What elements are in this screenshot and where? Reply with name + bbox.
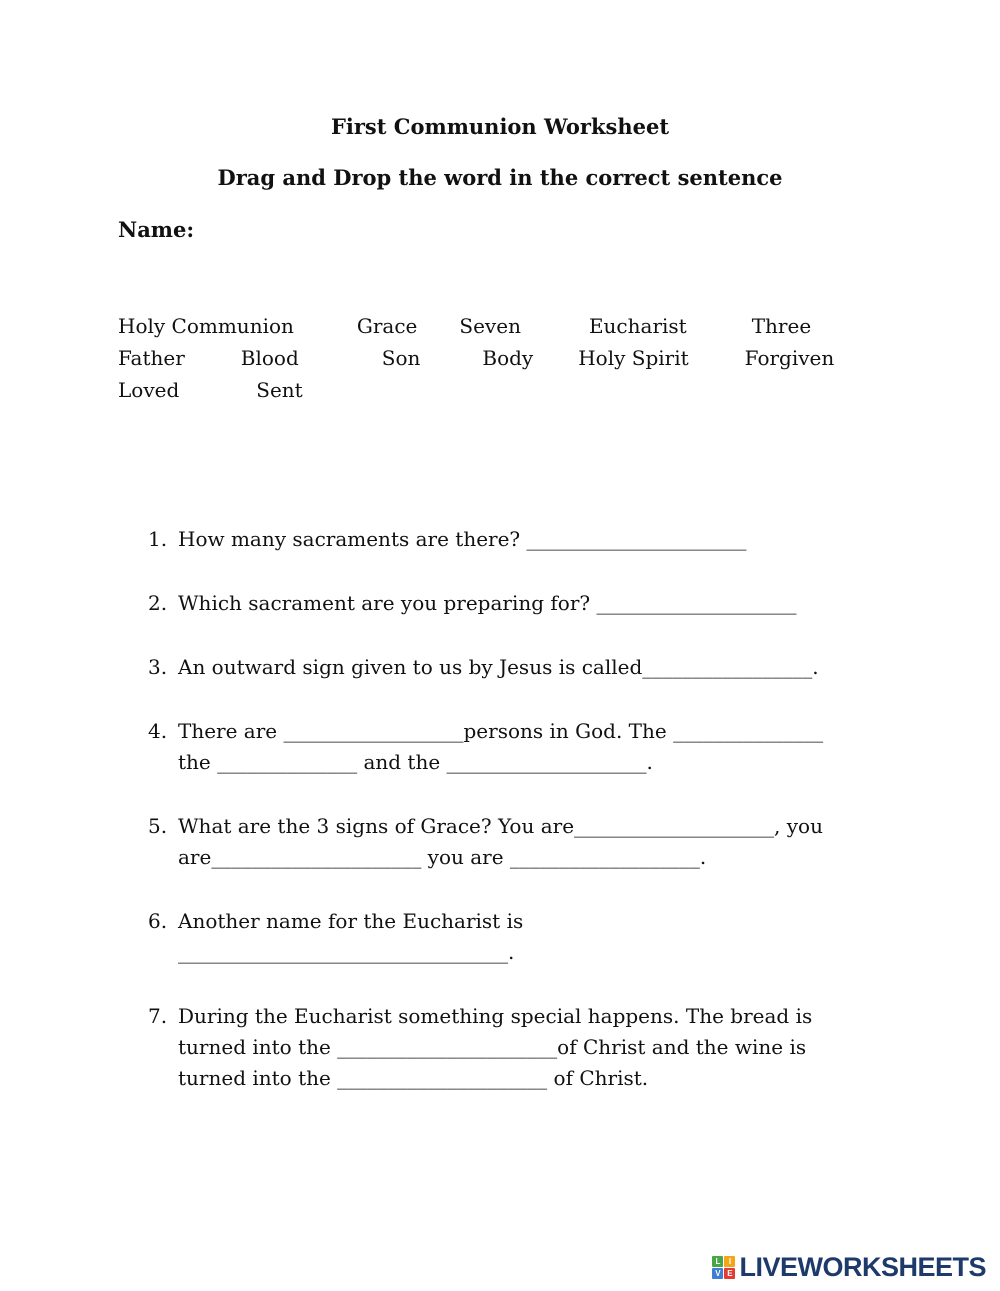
word-chip-sent[interactable]: Sent <box>256 378 303 402</box>
question-2 <box>148 588 878 619</box>
word-chip-father[interactable]: Father <box>118 346 185 370</box>
word-bank-row-3 <box>118 374 863 406</box>
word-chip-son[interactable]: Son <box>381 346 421 370</box>
liveworksheets-logo-icon <box>712 1256 735 1279</box>
word-bank-row-2 <box>118 342 863 374</box>
liveworksheets-wordmark: LIVEWORKSHEETS <box>739 1252 986 1282</box>
question-1 <box>148 524 878 555</box>
logo-square-v: V <box>712 1268 723 1279</box>
question-number: 4. <box>148 719 168 743</box>
word-chip-eucharist[interactable]: Eucharist <box>588 314 687 338</box>
word-chip-holy-spirit[interactable]: Holy Spirit <box>578 346 689 370</box>
word-bank-row-1 <box>118 310 863 342</box>
name-label: Name: <box>118 217 195 242</box>
question-4-line-1-drop-blank[interactable]: There are __________________persons in God. The _______________ <box>178 719 824 743</box>
word-chip-loved[interactable]: Loved <box>118 378 180 402</box>
question-3-line-1-drop-blank[interactable]: An outward sign given to us by Jesus is called_________________. <box>178 655 819 679</box>
question-4 <box>148 716 878 778</box>
logo-square-e: E <box>724 1268 735 1279</box>
word-chip-three[interactable]: Three <box>751 314 812 338</box>
question-number: 2. <box>148 591 168 615</box>
page-title: First Communion Worksheet <box>330 114 670 139</box>
question-number: 7. <box>148 1004 168 1028</box>
question-2-line-1-drop-blank[interactable]: Which sacrament are you preparing for? ____________________ <box>178 591 797 615</box>
question-7-line-1: During the Eucharist something special happens. The bread is <box>178 1004 813 1028</box>
logo-square-l: L <box>712 1256 723 1267</box>
question-4-line-2-drop-blank[interactable]: the ______________ and the ____________________. <box>178 750 653 774</box>
word-chip-body[interactable]: Body <box>482 346 534 370</box>
liveworksheets-logo <box>712 1252 986 1283</box>
question-5 <box>148 811 878 873</box>
question-6-line-1: Another name for the Eucharist is <box>178 909 524 933</box>
question-number: 1. <box>148 527 168 551</box>
word-bank <box>118 310 863 406</box>
question-7-line-2-drop-blank[interactable]: turned into the ______________________of Christ and the wine is <box>178 1035 807 1059</box>
question-list <box>148 524 878 1094</box>
question-6-line-2-drop-blank[interactable]: _________________________________. <box>178 940 515 964</box>
question-3 <box>148 652 878 683</box>
question-5-line-2-drop-blank[interactable]: are_____________________ you are ___________________. <box>178 845 707 869</box>
question-7-line-3-drop-blank[interactable]: turned into the _____________________ of Christ. <box>178 1066 649 1090</box>
word-chip-forgiven[interactable]: Forgiven <box>744 346 835 370</box>
word-chip-grace[interactable]: Grace <box>356 314 418 338</box>
word-chip-blood[interactable]: Blood <box>240 346 299 370</box>
page-subtitle: Drag and Drop the word in the correct sentence <box>217 165 783 190</box>
question-number: 3. <box>148 655 168 679</box>
question-7 <box>148 1001 878 1094</box>
question-number: 5. <box>148 814 168 838</box>
word-chip-holy-communion[interactable]: Holy Communion <box>118 314 294 338</box>
question-1-line-1-drop-blank[interactable]: How many sacraments are there? ______________________ <box>178 527 747 551</box>
word-chip-seven[interactable]: Seven <box>459 314 521 338</box>
question-number: 6. <box>148 909 168 933</box>
logo-square-i: I <box>724 1256 735 1267</box>
question-5-line-1-drop-blank[interactable]: What are the 3 signs of Grace? You are____________________, you <box>178 814 823 838</box>
question-6 <box>148 906 878 968</box>
